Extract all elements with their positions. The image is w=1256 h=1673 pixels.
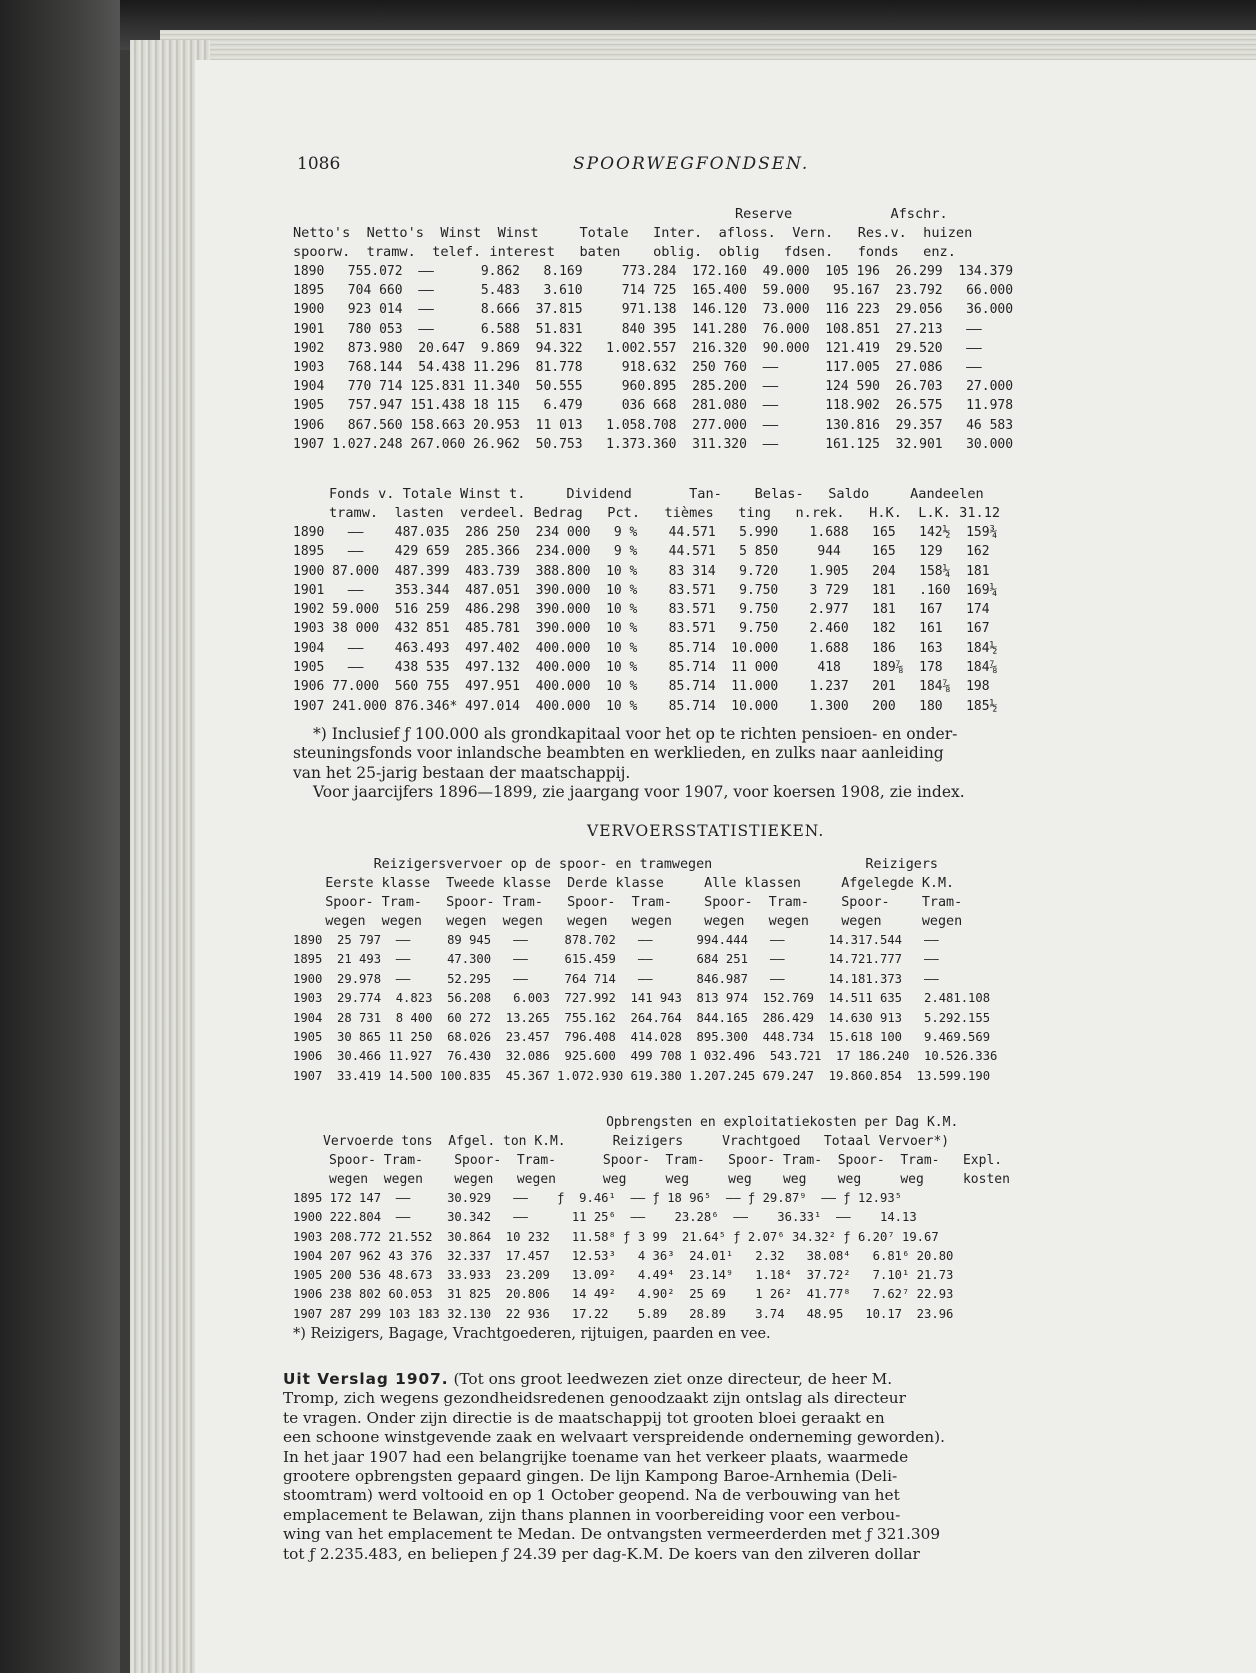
table-header-line: Netto's Netto's Winst Winst Totale Inter. afloss. Vern. Res.v. huizen [293,225,973,241]
report-line: In het jaar 1907 had een belangrijke toename van het verkeer plaats, waarmede [283,1447,909,1466]
table-row: 1903 29.774 4.823 56.208 6.003 727.992 141 943 813 974 152.769 14.511 635 2.481.108 [293,991,991,1006]
table-header-line: Eerste klasse Tweede klasse Derde klasse Alle klassen Afgelegde K.M. [293,876,955,891]
table-row: 1906 30.466 11.927 76.430 32.086 925.600 499 708 1 032.496 543.721 17 186.240 10.526.336 [293,1049,998,1064]
table-header-line: Reizigersvervoer op de spoor- en tramwegen Reizigers [293,857,938,872]
table-row: 1895 —— 429 659 285.366 234.000 9 % 44.571 5 850 944 165 129 162 [293,544,990,560]
table-row: 1903 38 000 432 851 485.781 390.000 10 % 83.571 9.750 2.460 182 161 167 [293,621,990,637]
table-row: 1890 —— 487.035 286 250 234 000 9 % 44.571 5.990 1.688 165 142½ 159¾ [293,525,998,540]
table-header-line: Fonds v. Totale Winst t. Dividend Tan- Belas- Saldo Aandeelen [329,486,984,502]
table-row: 1907 287 299 103 183 32.130 22 936 17.22 5.89 28.89 3.74 48.95 10.17 23.96 [293,1306,954,1321]
page-number: 1086 [297,154,341,174]
footnote-line: steuningsfonds voor inlandsche beambten en werklieden, en zulks naar aanleiding [293,744,944,763]
table-header-line: wegen wegen wegen wegen wegen wegen wegen wegen wegen wegen [293,914,963,929]
table-body [293,523,997,716]
table-body [293,931,997,1086]
table-row: 1901 —— 353.344 487.051 390.000 10 % 83.571 9.750 3 729 181 .160 169¼ [293,582,998,598]
table-row: 1905 30 865 11 250 68.026 23.457 796.408 414.028 895.300 448.734 15.618 100 9.469.569 [293,1030,991,1045]
freight-footnote: *) Reizigers, Bagage, Vrachtgoederen, rijtuigen, paarden en vee. [293,1326,771,1342]
table-header [293,205,972,262]
table-header [293,855,962,931]
table-row: 1907 33.419 14.500 100.835 45.367 1.072.930 619.380 1.207.245 679.247 19.860.854 13.599.190 [293,1068,991,1083]
table-header-line: Spoor- Tram- Spoor- Tram- Spoor- Tram- Spoor- Tram- Spoor- Tram- [293,895,963,910]
table-header-line: tramw. lasten verdeel. Bedrag Pct. tièmes ting n.rek. H.K. L.K. 31.12 [329,505,1001,521]
table-body [293,1189,953,1324]
table-row: 1907 241.000 876.346* 497.014 400.000 10 % 85.714 10.000 1.300 200 180 185½ [293,698,998,714]
table-body [293,262,1013,454]
report-line: tot ƒ 2.235.483, en beliepen ƒ 24.39 per dag-K.M. De koers van den zilveren dollar [283,1544,920,1563]
table-row: 1905 757.947 151.438 18 115 6.479 036 668 281.080 —— 118.902 26.575 11.978 [293,398,1014,414]
table-row: 1906 238 802 60.053 31 825 20.806 14 49² 4.90² 25 69 1 26² 41.77⁸ 7.62⁷ 22.93 [293,1287,954,1302]
dividend-footnote [293,725,1143,802]
table-row: 1901 780 053 —— 6.588 51.831 840 395 141.280 76.000 108.851 27.213 —— [293,321,982,337]
table-row: 1890 755.072 —— 9.862 8.169 773.284 172.160 49.000 105 196 26.299 134.379 [293,264,1014,279]
report-line: te vragen. Onder zijn directie is de maatschappij tot grooten bloei geraakt en [283,1408,885,1427]
table-row: 1903 208.772 21.552 30.864 10 232 11.58⁸ ƒ 3 99 21.64⁵ ƒ 2.07⁶ 34.32² ƒ 6.20⁷ 19.67 [293,1229,939,1244]
table-row: 1903 768.144 54.438 11.296 81.778 918.632 250 760 —— 117.005 27.086 —— [293,360,982,376]
table-row: 1890 25 797 —— 89 945 —— 878.702 —— 994.444 —— 14.317.544 —— [293,933,939,947]
table-row: 1904 770 714 125.831 11.340 50.555 960.895 285.200 —— 124 590 26.703 27.000 [293,379,1014,395]
annual-report-paragraph [283,1370,1133,1564]
report-line: Tromp, zich wegens gezondheidsredenen genoodzaakt zijn ontslag als directeur [283,1389,906,1408]
table-header [293,1113,1010,1189]
report-line: emplacement te Belawan, zijn thans plannen in voorbereiding voor een verbou- [283,1505,901,1524]
index-note: Voor jaarcijfers 1896—1899, zie jaargang voor 1907, voor koersen 1908, zie index. [313,782,965,801]
table-header-line: spoorw. tramw. telef. interest baten oblig. oblig fdsen. fonds enz. [293,244,956,260]
table-row: 1895 704 660 —— 5.483 3.610 714 725 165.400 59.000 95.167 23.792 66.000 [293,283,1014,299]
table-row: 1900 923 014 —— 8.666 37.815 971.138 146.120 73.000 116 223 29.056 36.000 [293,302,1014,318]
running-head: SPOORWEGFONDSEN. [573,154,810,174]
table-row: 1895 172 147 —— 30.929 —— ƒ 9.46¹ —— ƒ 18 96⁵ —— ƒ 29.87⁹ —— ƒ 12.93⁵ [293,1191,903,1205]
report-line: wing van het emplacement te Medan. De ontvangsten vermeerderden met ƒ 321.309 [283,1525,941,1544]
table-row: 1900 222.804 —— 30.342 —— 11 25⁶ —— 23.28⁶ —— 36.33¹ —— 14.13 [293,1210,917,1225]
book-binding-left [0,0,120,1673]
report-heading: Uit Verslag 1907. [283,1370,449,1388]
table-row: 1900 87.000 487.399 483.739 388.800 10 % 83 314 9.720 1.905 204 158¼ 181 [293,563,990,579]
table-row: 1902 59.000 516 259 486.298 390.000 10 % 83.571 9.750 2.977 181 167 174 [293,602,990,618]
table-header-line: wegen wegen wegen wegen weg weg weg weg weg weg kosten [329,1172,1010,1187]
table-row: 1902 873.980 20.647 9.869 94.322 1.002.557 216.320 90.000 121.419 29.520 —— [293,340,982,356]
table-row: 1900 29.978 —— 52.295 —— 764 714 —— 846.987 —— 14.181.373 —— [293,971,939,986]
table-row: 1905 —— 438 535 497.132 400.000 10 % 85.714 11 000 418 189⅞ 178 184⅞ [293,660,998,676]
report-line: een schoone winstgevende zaak en welvaart verspreidende onderneming geworden). [283,1428,945,1447]
table-row: 1907 1.027.248 267.060 26.962 50.753 1.373.360 311.320 —— 161.125 32.901 30.000 [293,436,1014,452]
table-header-line: Vervoerde tons Afgel. ton K.M. Reizigers Vrachtgoed Totaal Vervoer*) [323,1134,950,1149]
table-row: 1904 —— 463.493 497.402 400.000 10 % 85.714 10.000 1.688 186 163 184½ [293,640,998,656]
table-row: 1895 21 493 —— 47.300 —— 615.459 —— 684 251 —— 14.721.777 —— [293,952,939,967]
table-row: 1904 207 962 43 376 32.337 17.457 12.53³ 4 36³ 24.01¹ 2.32 38.08⁴ 6.81⁶ 20.80 [293,1248,954,1263]
footnote-line: *) Inclusief ƒ 100.000 als grondkapitaal voor het op te richten pensioen- en onder- [313,725,958,743]
section-title: VERVOERSSTATISTIEKEN. [587,822,825,840]
footnote-line: van het 25-jarig bestaan der maatschappij. [293,763,631,782]
table-row: 1906 77.000 560 755 497.951 400.000 10 % 85.714 11.000 1.237 201 184⅞ 198 [293,679,990,695]
table-row: 1905 200 536 48.673 33.933 23.209 13.09² 4.49⁴ 23.14⁹ 1.18⁴ 37.72² 7.10¹ 21.73 [293,1268,954,1283]
report-line: (Tot ons groot leedwezen ziet onze directeur, de heer M. [453,1370,893,1388]
table-header-line: Spoor- Tram- Spoor- Tram- Spoor- Tram- Spoor- Tram- Spoor- Tram- Expl. [329,1153,1003,1168]
book-page [195,60,1256,1673]
report-line: stoomtram) werd voltooid en op 1 October geopend. Na de verbouwing van het [283,1486,900,1505]
table-header-line: Reserve Afschr. [293,206,948,222]
table-header-line: Opbrengsten en exploitatiekosten per Dag K.M. [293,1115,959,1130]
table-row: 1906 867.560 158.663 20.953 11 013 1.058.708 277.000 —— 130.816 29.357 46 583 [293,417,1014,433]
table-row: 1904 28 731 8 400 60 272 13.265 755.162 264.764 844.165 286.429 14.630 913 5.292.155 [293,1010,991,1025]
report-line: grootere opbrengsten gepaard gingen. De lijn Kampong Baroe-Arnhemia (Deli- [283,1467,898,1486]
table-header [293,485,1000,523]
